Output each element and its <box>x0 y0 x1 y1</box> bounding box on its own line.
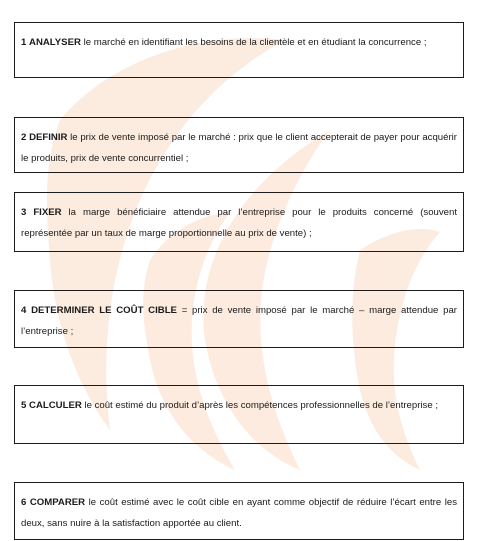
step-text: le coût estimé avec le coût cible en ayant comme objectif de réduire l’écart entre les deux, sans nuire à la satisfaction apportée au client. <box>21 497 457 529</box>
step-number: 6 <box>21 497 27 508</box>
step-number: 2 <box>21 132 27 143</box>
step-keyword: DETERMINER LE COÛT CIBLE <box>31 305 177 316</box>
step-number: 5 <box>21 400 27 411</box>
step-text: le coût estimé du produit d’après les compétences professionnelles de l’entreprise ; <box>81 400 439 411</box>
step-text: la marge bénéficiaire attendue par l’entreprise pour le produits concerné (souvent représentée par un taux de marge proportionnelle au prix de vente) ; <box>21 207 457 239</box>
step-analyser <box>14 22 464 78</box>
step-keyword: COMPARER <box>29 497 86 508</box>
step-keyword: FIXER <box>33 207 62 218</box>
step-text: le prix de vente imposé par le marché : prix que le client accepterait de payer pour acquérir le produits, prix de vente concurrentiel ; <box>21 132 457 164</box>
step-determiner-cout-cible <box>14 290 464 348</box>
step-number: 1 <box>21 37 27 48</box>
step-number: 4 <box>21 305 27 316</box>
step-text: le marché en identifiant les besoins de la clientèle et en étudiant la concurrence ; <box>80 37 427 48</box>
step-text: = prix de vente imposé par le marché – marge attendue par l’entreprise ; <box>21 305 457 337</box>
step-calculer <box>14 385 464 444</box>
step-keyword: ANALYSER <box>29 37 81 48</box>
step-keyword: CALCULER <box>29 400 82 411</box>
step-keyword: DEFINIR <box>29 132 68 143</box>
step-comparer <box>14 482 464 540</box>
step-definir <box>14 117 464 173</box>
step-number: 3 <box>21 207 27 218</box>
step-fixer <box>14 192 464 252</box>
